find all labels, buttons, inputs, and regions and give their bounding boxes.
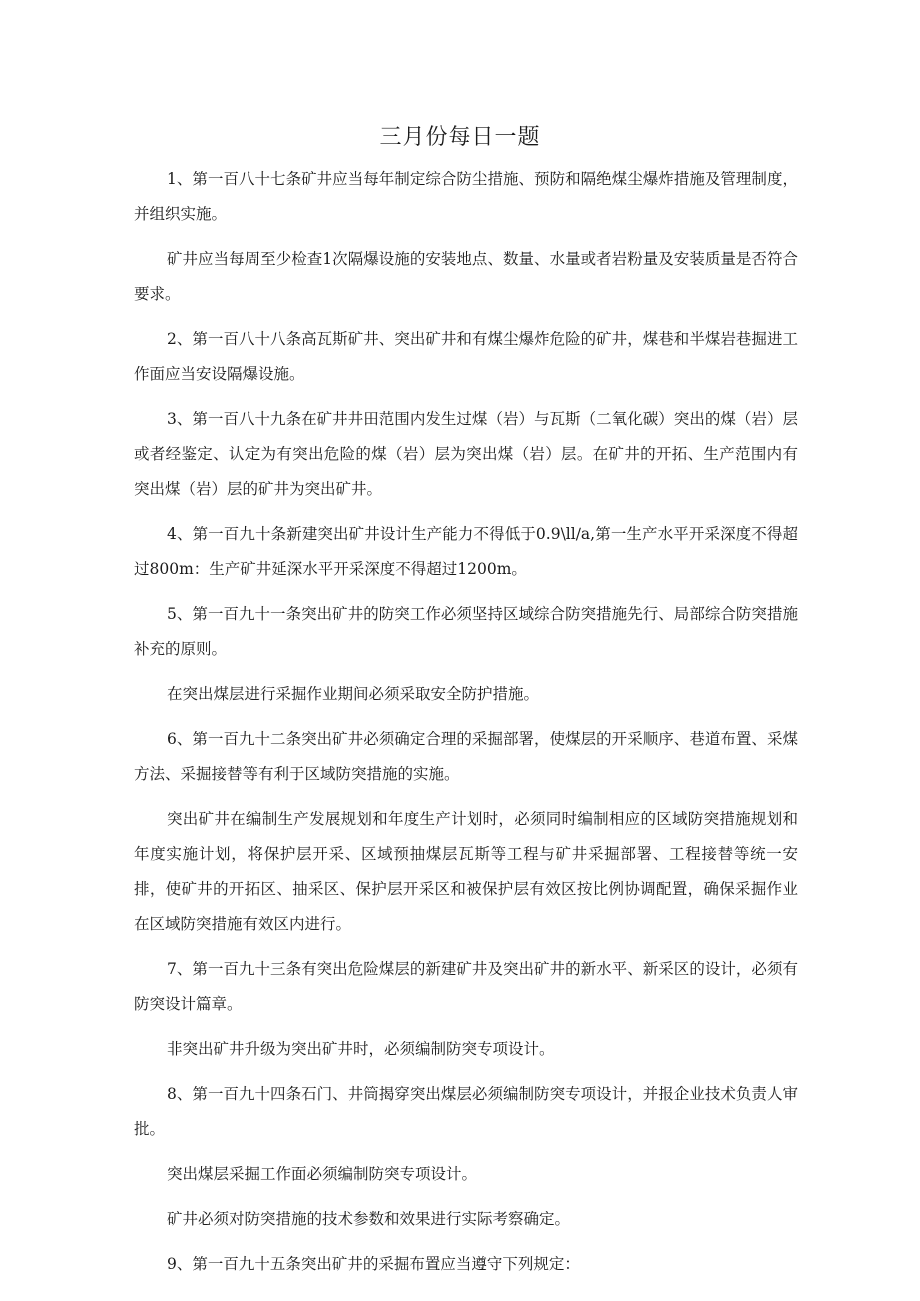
paragraph: 9、第一百九十五条突出矿井的采掘布置应当遵守下列规定： [167,1255,580,1273]
paragraph: 矿井应当每周至少检查1次隔爆设施的安装地点、数量、水量或者岩粉量及安装质量是否符合要求。 [134,250,798,303]
paragraph: 1、第一百八十七条矿井应当每年制定综合防尘措施、预防和隔绝煤尘爆炸措施及管理制度，并组织实施。 [134,170,798,223]
paragraph: 矿井必须对防突措施的技术参数和效果进行实际考察确定。 [167,1210,571,1228]
paragraph: 5、第一百九十一条突出矿井的防突工作必须坚持区域综合防突措施先行、局部综合防突措施补充的原则。 [134,605,798,658]
paragraph: 3、第一百八十九条在矿井井田范围内发生过煤（岩）与瓦斯（二氧化碳）突出的煤（岩）层或者经鉴定、认定为有突出危险的煤（岩）层为突出煤（岩）层。在矿井的开拓、生产范围内有突出煤（岩）层的矿井为突出矿井。 [134,410,798,498]
paragraph: 4、第一百九十条新建突出矿井设计生产能力不得低于0.9\ll∕a,第一生产水平开采深度不得超过800m：生产矿井延深水平开采深度不得超过1200m。 [134,525,798,578]
paragraph: 在突出煤层进行采掘作业期间必须采取安全防护措施。 [167,685,540,703]
paragraph: 突出煤层采掘工作面必须编制防突专项设计。 [167,1165,478,1183]
paragraph: 8、第一百九十四条石门、井筒揭穿突出煤层必须编制防突专项设计，并报企业技术负责人审批。 [134,1085,798,1138]
paragraph: 突出矿井在编制生产发展规划和年度生产计划时，必须同时编制相应的区域防突措施规划和年度实施计划，将保护层开采、区域预抽煤层瓦斯等工程与矿井采掘部署、工程接替等统一安排，使矿井的开拓区、抽采区、保护层开采区和被保护层有效区按比例协调配置，确保采掘作业在区域防突措施有效区内进行。 [134,810,798,933]
paragraph: 非突出矿井升级为突出矿井时，必须编制防突专项设计。 [167,1040,555,1058]
paragraph: 2、第一百八十八条高瓦斯矿井、突出矿井和有煤尘爆炸危险的矿井，煤巷和半煤岩巷掘进工作面应当安设隔爆设施。 [134,330,798,383]
document-body [134,162,798,1292]
paragraph: 7、第一百九十三条有突出危险煤层的新建矿井及突出矿井的新水平、新采区的设计，必须有防突设计篇章。 [134,960,798,1013]
paragraph: 6、第一百九十二条突出矿井必须确定合理的采掘部署，使煤层的开采顺序、巷道布置、采煤方法、采掘接替等有利于区域防突措施的实施。 [134,730,798,783]
document-title: 三月份每日一题 [379,125,541,150]
